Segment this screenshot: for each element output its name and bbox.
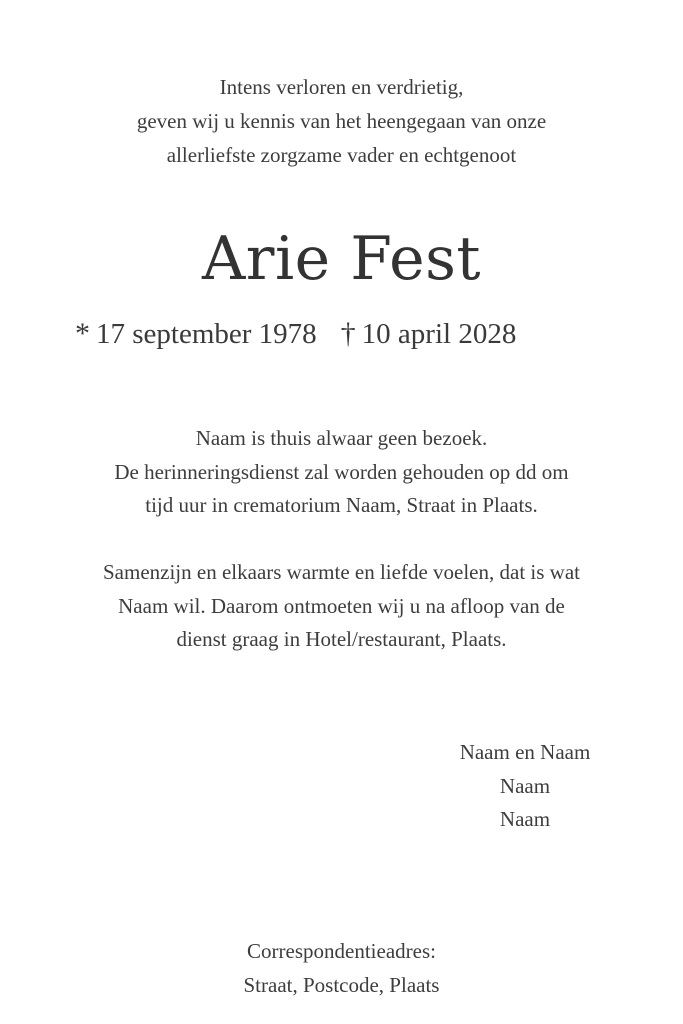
paragraph-line: Naam is thuis alwaar geen bezoek. [195, 426, 488, 450]
intro-text [0, 70, 683, 172]
intro-line: Intens verloren en verdrietig, [219, 75, 464, 99]
address-value: Straat, Postcode, Plaats [243, 973, 440, 997]
life-dates [75, 314, 516, 354]
service-paragraph [0, 422, 683, 523]
deceased-name: Arie Fest [201, 224, 482, 294]
gathering-paragraph [0, 556, 683, 657]
paragraph-line: dienst graag in Hotel/restaurant, Plaats. [176, 627, 507, 651]
death-date: 10 april 2028 [361, 318, 517, 350]
intro-line: geven wij u kennis van het heengegaan van onze [136, 109, 547, 133]
birth-date: 17 september 1978 [96, 318, 317, 350]
signature-line: Naam en Naam [459, 740, 591, 764]
address-label: Correspondentieadres: [247, 939, 436, 963]
signature-line: Naam [499, 773, 551, 798]
paragraph-line: De herinneringsdienst zal worden gehouden op dd om [114, 459, 569, 484]
signature-block [400, 736, 650, 837]
paragraph-line: Naam wil. Daarom ontmoeten wij u na afloop van de [118, 593, 565, 618]
intro-line: allerliefste zorgzame vader en echtgenoot [166, 143, 517, 167]
birth-symbol: * [75, 317, 90, 350]
signature-line: Naam [499, 807, 551, 831]
death-symbol: † [340, 317, 356, 350]
paragraph-line: tijd uur in crematorium Naam, Straat in Plaats. [145, 493, 538, 517]
correspondence-address [0, 934, 683, 1002]
paragraph-line: Samenzijn en elkaars warmte en liefde voelen, dat is wat [103, 560, 580, 584]
